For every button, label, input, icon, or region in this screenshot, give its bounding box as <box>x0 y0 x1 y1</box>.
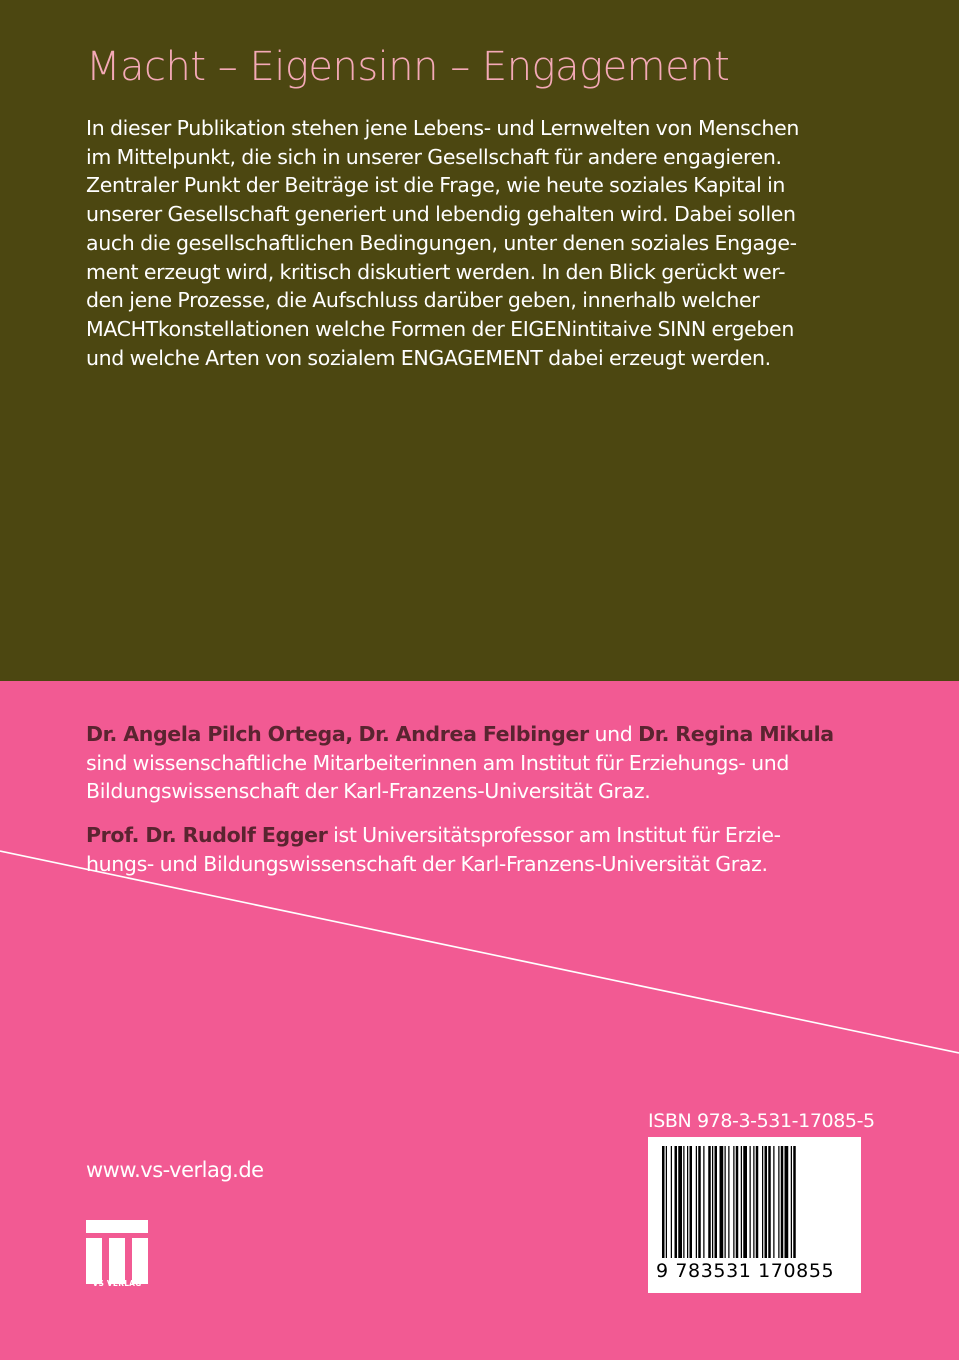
barcode-bar <box>728 1146 729 1258</box>
blurb-line: im Mittelpunkt, die sich in unserer Gesellschaft für andere engagieren. <box>86 144 782 169</box>
barcode-bar <box>743 1146 747 1258</box>
barcode-bar <box>762 1146 763 1258</box>
barcode-bar <box>741 1146 742 1258</box>
blurb-line: Zentraler Punkt der Beiträge ist die Frage, wie heute soziales Kapital in <box>86 173 786 198</box>
barcode-digits: 9 783531 170855 <box>656 1260 835 1282</box>
barcode-bar <box>671 1146 672 1258</box>
book-title: Macht – Eigensinn – Engagement <box>86 44 730 90</box>
barcode-bar <box>715 1146 718 1258</box>
barcode-bar <box>708 1146 711 1258</box>
barcode-bar <box>725 1146 726 1258</box>
isbn-label: ISBN 978-3-531-17085-5 <box>648 1110 875 1132</box>
logo-label: VS VERLAG <box>92 1279 142 1288</box>
bio-line: hungs- und Bildungswissenschaft der Karl-Franzens-Universität Graz. <box>86 851 768 876</box>
barcode-bar <box>773 1146 774 1258</box>
blurb-line: und welche Arten von sozialem ENGAGEMENT dabei erzeugt werden. <box>86 345 771 370</box>
barcode-bar <box>675 1146 678 1258</box>
barcode-bar <box>666 1146 667 1258</box>
barcode-bar <box>750 1146 751 1258</box>
editor-bio <box>86 821 886 878</box>
bio-text: ist Universitätsprofessor am Institut für Erzie- <box>333 823 781 847</box>
barcode-bar <box>736 1146 739 1258</box>
blurb-line: In dieser Publikation stehen jene Lebens- und Lernwelten von Menschen <box>86 116 799 140</box>
barcode-bar <box>756 1146 759 1258</box>
blurb-line: MACHTkonstellationen welche Formen der EIGENintitaive SINN ergeben <box>86 316 794 341</box>
barcode <box>648 1137 861 1293</box>
authors-names-line <box>86 720 886 749</box>
barcode-bar <box>712 1146 713 1258</box>
bio-line: sind wissenschaftliche Mitarbeiterinnen am Institut für Erziehungs- und <box>86 750 790 775</box>
barcode-icon <box>662 1146 847 1264</box>
author-name: Dr. Regina Mikula <box>638 722 834 746</box>
blurb-text <box>86 114 876 372</box>
blurb-line: auch die gesellschaftlichen Bedingungen, unter denen soziales Engage- <box>86 230 797 255</box>
barcode-bar <box>768 1146 771 1258</box>
barcode-bar <box>690 1146 693 1258</box>
barcode-bar <box>778 1146 779 1258</box>
publisher-url: www.vs-verlag.de <box>86 1158 264 1182</box>
barcode-bar <box>765 1146 768 1258</box>
barcode-bar <box>753 1146 754 1258</box>
blurb-line: unserer Gesellschaft generiert und lebendig gehalten wird. Dabei sollen <box>86 202 796 227</box>
barcode-bar <box>793 1146 796 1258</box>
barcode-bar <box>683 1146 684 1258</box>
barcode-bar <box>696 1146 697 1258</box>
barcode-bar <box>678 1146 682 1258</box>
blurb-line: ment erzeugt wird, kritisch diskutiert werden. In den Blick gerückt wer- <box>86 259 786 284</box>
bio-line: Bildungswissenschaft der Karl-Franzens-Universität Graz. <box>86 779 651 804</box>
author-name: Dr. Andrea Felbinger <box>358 722 589 746</box>
barcode-bar <box>703 1146 704 1258</box>
authors-bio <box>86 720 886 806</box>
barcode-bar <box>791 1146 792 1258</box>
editor-line <box>86 821 886 850</box>
barcode-bar <box>687 1146 688 1258</box>
blurb-line: den jene Prozesse, die Aufschluss darüber geben, innerhalb welcher <box>86 288 760 313</box>
barcode-bar <box>698 1146 701 1258</box>
author-name: Dr. Angela Pilch Ortega, <box>86 722 353 746</box>
barcode-bar <box>733 1146 734 1258</box>
barcode-bar <box>785 1146 789 1258</box>
barcode-bar <box>662 1146 665 1258</box>
conjunction: und <box>594 722 633 746</box>
barcode-bar <box>720 1146 724 1258</box>
editor-name: Prof. Dr. Rudolf Egger <box>86 823 328 847</box>
barcode-bar <box>781 1146 784 1258</box>
